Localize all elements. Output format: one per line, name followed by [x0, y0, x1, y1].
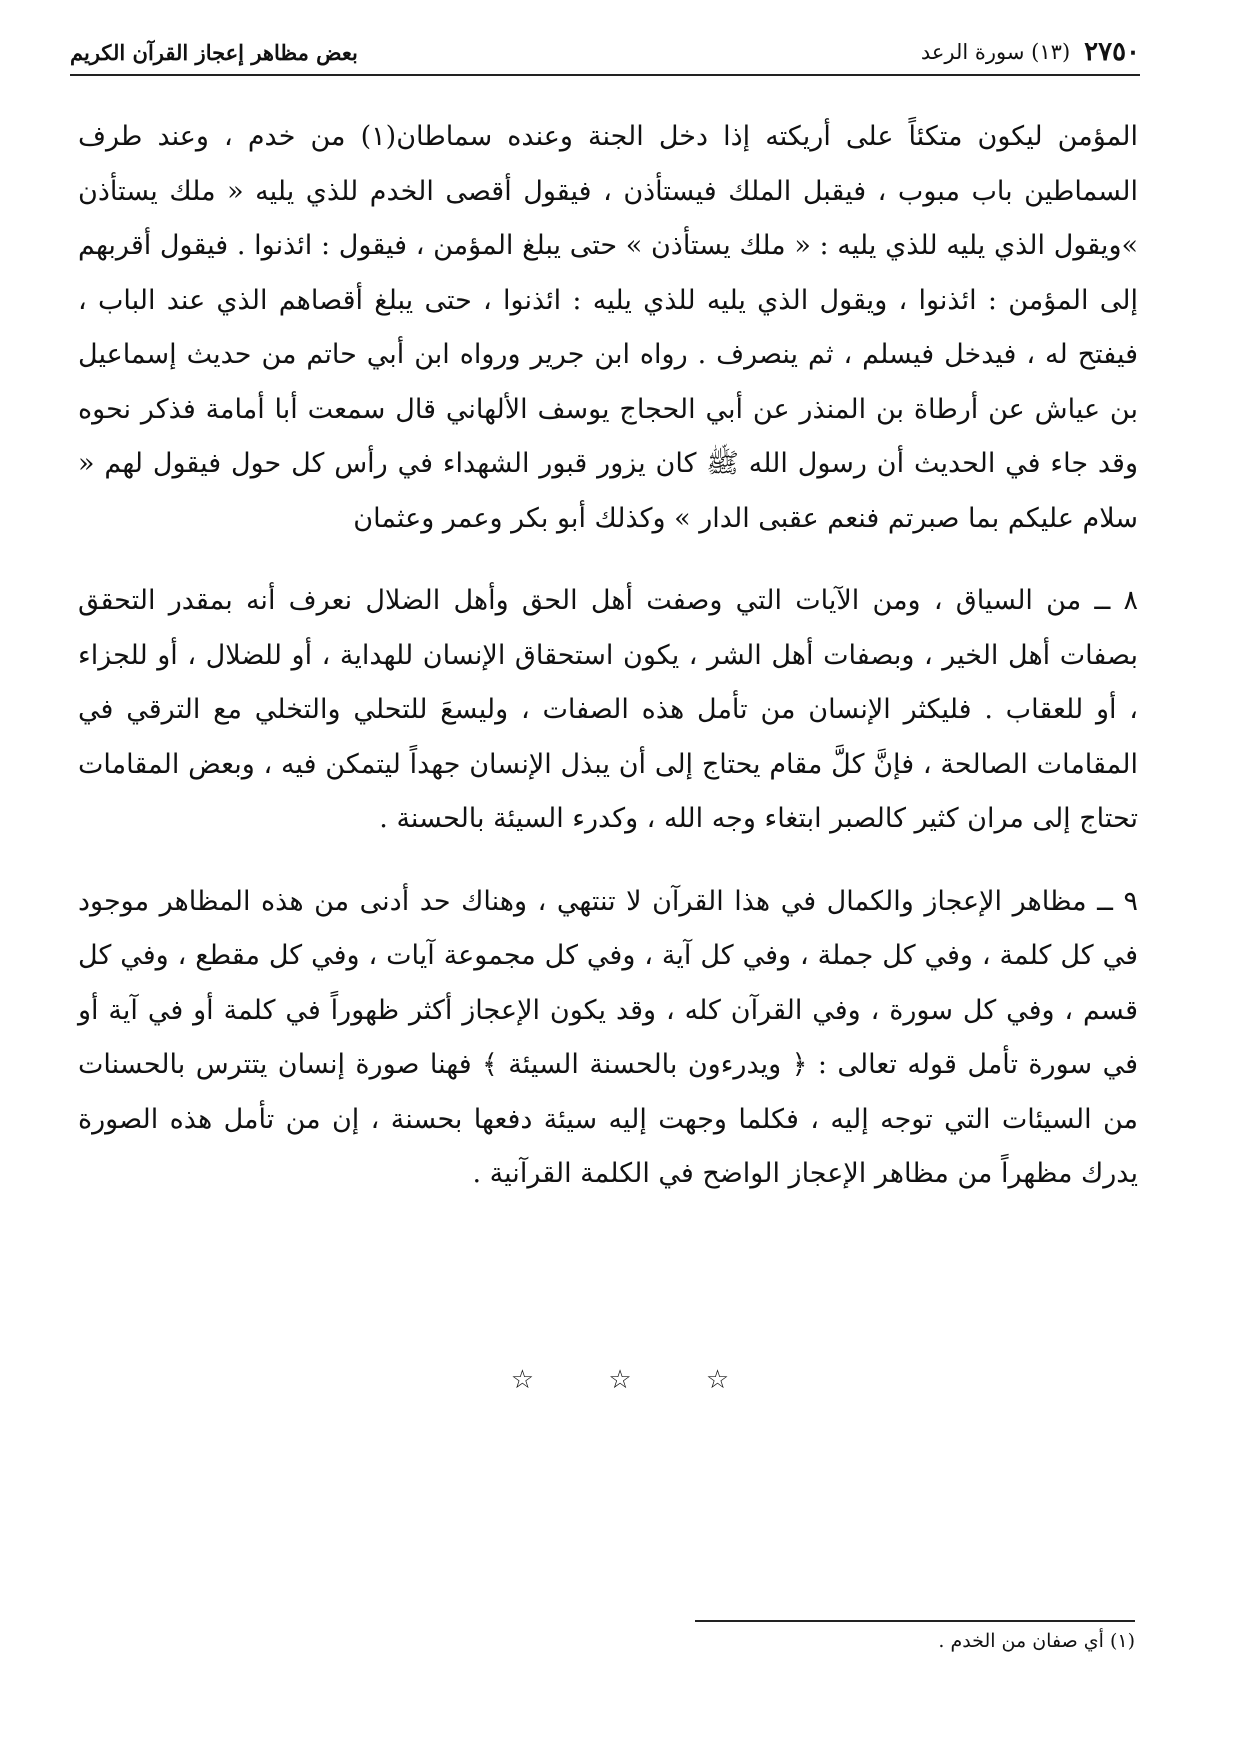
footnote-divider [695, 1620, 1135, 1622]
page-number: ٢٧٥٠ [1084, 37, 1140, 67]
surah-label: (١٣) سورة الرعد [920, 40, 1071, 64]
paragraph-hadith: المؤمن ليكون متكئاً على أريكته إذا دخل الجنة وعنده سماطان(١) من خدم ، وعند طرف السماطين باب مبوب ، فيقبل الملك فيستأذن ، فيقول أقصى الخدم للذي يليه « ملك يستأذن »ويقول الذي يليه للذي يليه : « ملك يستأذن » حتى يبلغ المؤمن ، فيقول : ائذنوا . فيقول أقربهم إلى المؤمن : ائذنوا ، ويقول الذي يليه للذي يليه : ائذنوا ، حتى يبلغ أقصاهم الذي عند الباب ، فيفتح له ، فيدخل فيسلم ، ثم ينصرف . رواه ابن جرير ورواه ابن أبي حاتم من حديث إسماعيل بن عياش عن أرطاة بن المنذر عن أبي الحجاج يوسف الألهاني قال سمعت أبا أمامة فذكر نحوه وقد جاء في الحديث أن رسول الله ﷺ كان يزور قبور الشهداء في رأس كل حول فيقول لهم « سلام عليكم بما صبرتم فنعم عقبى الدار » وكذلك أبو بكر وعمر وعثمان [78, 121, 1138, 534]
page-header [70, 30, 1140, 74]
running-title: بعض مظاهر إعجاز القرآن الكريم [70, 39, 358, 65]
star-icon: ☆ [510, 1365, 535, 1395]
star-icon: ☆ [705, 1365, 730, 1395]
paragraph-point-9: ٩ ــ مظاهر الإعجاز والكمال في هذا القرآن لا تنتهي ، وهناك حد أدنى من هذه المظاهر موجود في كل كلمة ، وفي كل جملة ، وفي كل آية ، وفي كل مجموعة آيات ، وفي كل مقطع ، وفي كل قسم ، وفي كل سورة ، وفي القرآن كله ، وقد يكون الإعجاز أكثر ظهوراً في كلمة أو في آية أو في سورة تأمل قوله تعالى : ﴿ ويدرءون بالحسنة السيئة ﴾ فهنا صورة إنسان يتترس بالحسنات من السيئات التي توجه إليه ، فكلما وجهت إليه سيئة دفعها بحسنة ، إن من تأمل هذه الصورة يدرك مظهراً من مظاهر الإعجاز الواضح في الكلمة القرآنية . [78, 885, 1138, 1189]
section-separator [0, 1365, 1240, 1395]
footnote: (١) أي صفان من الخدم . [938, 1630, 1135, 1652]
header-divider [70, 74, 1140, 76]
header-page-info [921, 37, 1140, 67]
page-body [78, 110, 1138, 1202]
star-icon: ☆ [608, 1365, 632, 1395]
paragraph-point-8: ٨ ــ من السياق ، ومن الآيات التي وصفت أهل الحق وأهل الضلال نعرف أنه بمقدر التحقق بصفات أهل الخير ، وبصفات أهل الشر ، يكون استحقاق الإنسان للهداية ، أو للضلال ، أو للجزاء ، أو للعقاب . فليكثر الإنسان من تأمل هذه الصفات ، وليسعَ للتحلي والتخلي مع الترقي في المقامات الصالحة ، فإنَّ كلَّ مقام يحتاج إلى أن يبذل الإنسان جهداً ليتمكن فيه ، وبعض المقامات تحتاج إلى مران كثير كالصبر ابتغاء وجه الله ، وكدرء السيئة بالحسنة . [78, 585, 1138, 834]
